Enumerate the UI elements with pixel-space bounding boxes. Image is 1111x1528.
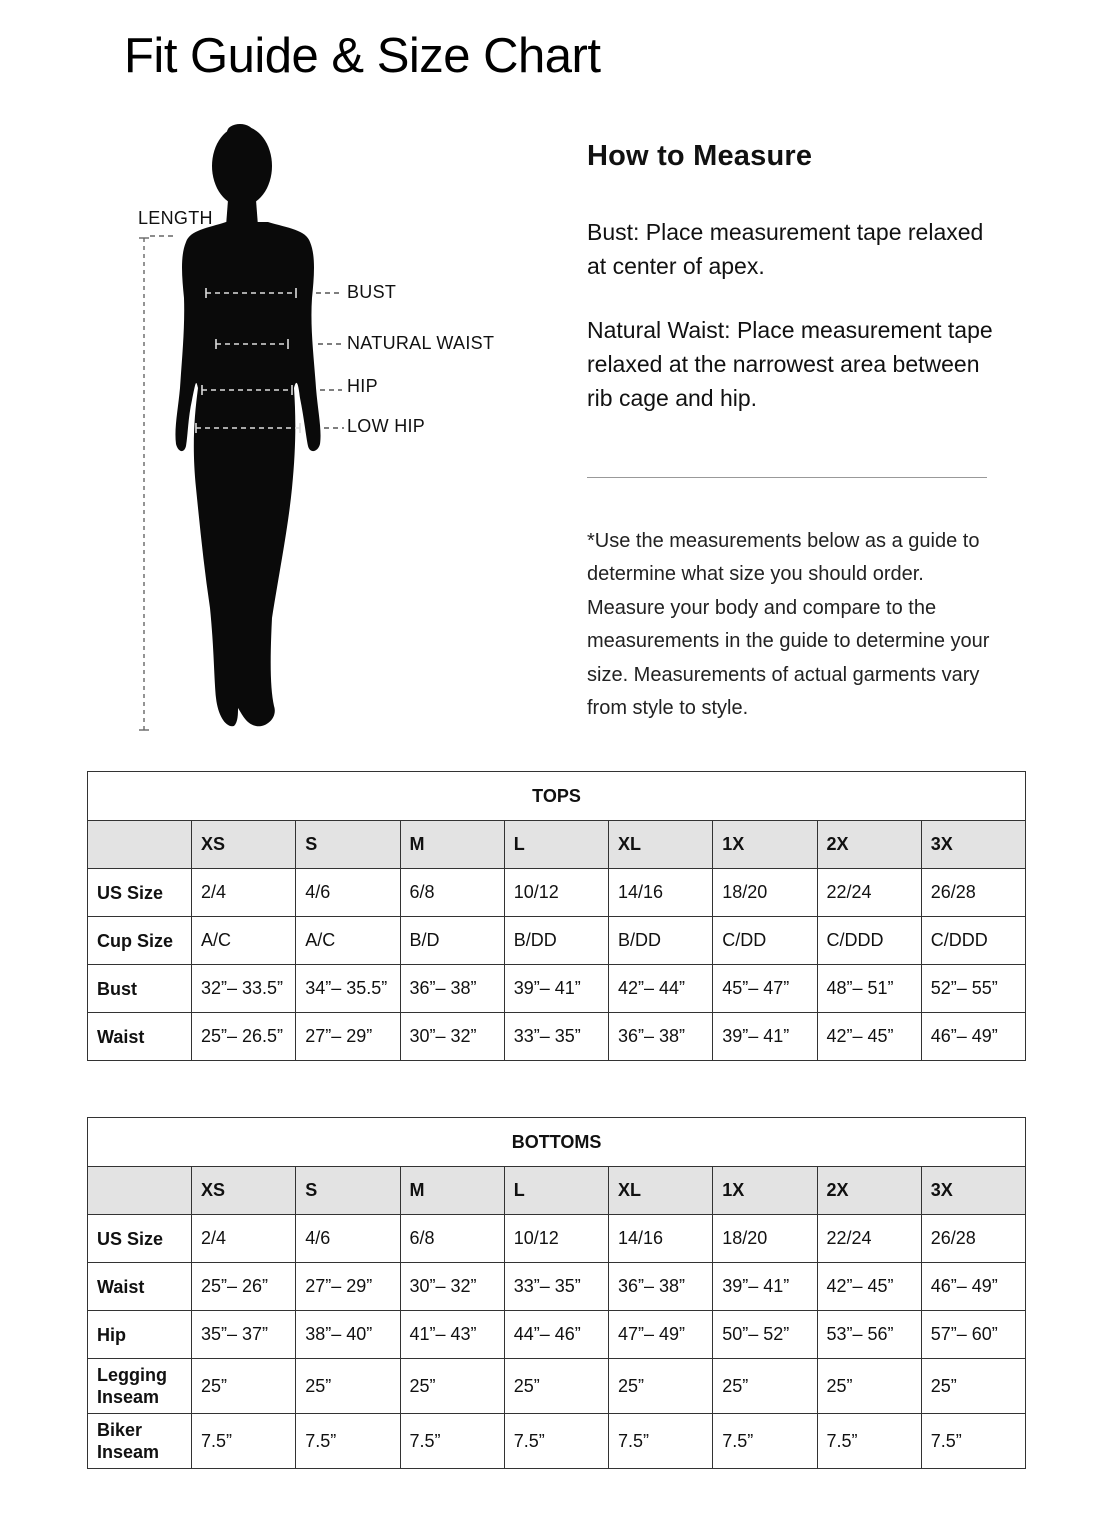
- table-cell: 18/20: [713, 869, 817, 917]
- size-header-cell: 3X: [921, 821, 1025, 869]
- table-cell: 7.5”: [192, 1414, 296, 1469]
- table-cell: 42”– 45”: [817, 1013, 921, 1061]
- table-row: [88, 1263, 1026, 1311]
- table-cell: 7.5”: [504, 1414, 608, 1469]
- table-cell: C/DD: [713, 917, 817, 965]
- table-cell: 45”– 47”: [713, 965, 817, 1013]
- table-cell: 34”– 35.5”: [296, 965, 400, 1013]
- tops-size-header-row: [88, 821, 1026, 869]
- table-cell: 4/6: [296, 869, 400, 917]
- table-cell: 46”– 49”: [921, 1013, 1025, 1061]
- table-row: [88, 965, 1026, 1013]
- table-cell: 25”: [921, 1359, 1025, 1414]
- table-cell: 32”– 33.5”: [192, 965, 296, 1013]
- table-row: [88, 869, 1026, 917]
- row-label: Cup Size: [88, 917, 192, 965]
- length-label: LENGTH: [138, 208, 213, 228]
- size-header-cell: 3X: [921, 1167, 1025, 1215]
- table-cell: 25”: [609, 1359, 713, 1414]
- size-header-cell: L: [504, 821, 608, 869]
- table-row: [88, 917, 1026, 965]
- table-cell: 22/24: [817, 1215, 921, 1263]
- row-label: Hip: [88, 1311, 192, 1359]
- table-cell: 33”– 35”: [504, 1013, 608, 1061]
- size-header-cell: M: [400, 821, 504, 869]
- table-cell: 36”– 38”: [400, 965, 504, 1013]
- table-cell: 39”– 41”: [713, 1013, 817, 1061]
- size-header-cell: 2X: [817, 1167, 921, 1215]
- table-cell: 36”– 38”: [609, 1263, 713, 1311]
- table-cell: 2/4: [192, 869, 296, 917]
- size-header-cell: M: [400, 1167, 504, 1215]
- bottoms-table-caption: BOTTOMS: [88, 1118, 1026, 1167]
- how-to-measure-section: [587, 140, 1007, 445]
- table-row: [88, 1311, 1026, 1359]
- body-measurement-figure: [130, 118, 550, 758]
- table-cell: 33”– 35”: [504, 1263, 608, 1311]
- table-cell: 27”– 29”: [296, 1263, 400, 1311]
- bottoms-size-table: [87, 1117, 1026, 1469]
- table-cell: 14/16: [609, 869, 713, 917]
- table-cell: 25”: [817, 1359, 921, 1414]
- table-cell: 10/12: [504, 869, 608, 917]
- table-row: [88, 1414, 1026, 1469]
- table-cell: 42”– 45”: [817, 1263, 921, 1311]
- table-cell: 18/20: [713, 1215, 817, 1263]
- table-cell: 25”: [296, 1359, 400, 1414]
- table-cell: 25”– 26”: [192, 1263, 296, 1311]
- table-row: [88, 1013, 1026, 1061]
- table-row: [88, 1359, 1026, 1414]
- table-cell: 48”– 51”: [817, 965, 921, 1013]
- row-label: Legging Inseam: [88, 1359, 192, 1414]
- table-cell: 25”: [400, 1359, 504, 1414]
- table-cell: 57”– 60”: [921, 1311, 1025, 1359]
- row-label: Waist: [88, 1013, 192, 1061]
- header-empty-cell: [88, 1167, 192, 1215]
- table-cell: 7.5”: [296, 1414, 400, 1469]
- table-cell: C/DDD: [921, 917, 1025, 965]
- table-cell: 52”– 55”: [921, 965, 1025, 1013]
- table-cell: 7.5”: [817, 1414, 921, 1469]
- table-cell: C/DDD: [817, 917, 921, 965]
- size-header-cell: XL: [609, 821, 713, 869]
- table-row: [88, 1215, 1026, 1263]
- table-cell: 22/24: [817, 869, 921, 917]
- row-label: Biker Inseam: [88, 1414, 192, 1469]
- section-divider: [587, 477, 987, 478]
- row-label: US Size: [88, 1215, 192, 1263]
- table-cell: 25”: [713, 1359, 817, 1414]
- table-cell: A/C: [192, 917, 296, 965]
- size-header-cell: XS: [192, 821, 296, 869]
- bust-label: BUST: [347, 282, 397, 302]
- table-cell: 25”: [504, 1359, 608, 1414]
- row-label: Waist: [88, 1263, 192, 1311]
- low-hip-label: LOW HIP: [347, 416, 426, 436]
- measurement-note: *Use the measurements below as a guide to determine what size you should order. Measure your body and compare to the measurements in the guide to determine your size. Measurements of actual garments vary from style to style.: [587, 530, 990, 720]
- size-header-cell: 1X: [713, 821, 817, 869]
- bottoms-size-header-row: [88, 1167, 1026, 1215]
- table-cell: 30”– 32”: [400, 1013, 504, 1061]
- table-cell: 35”– 37”: [192, 1311, 296, 1359]
- bust-instruction: Bust: Place measurement tape relaxed at center of apex.: [587, 219, 984, 279]
- table-cell: 36”– 38”: [609, 1013, 713, 1061]
- table-cell: 14/16: [609, 1215, 713, 1263]
- table-cell: 4/6: [296, 1215, 400, 1263]
- table-cell: 7.5”: [400, 1414, 504, 1469]
- table-cell: 30”– 32”: [400, 1263, 504, 1311]
- table-cell: 41”– 43”: [400, 1311, 504, 1359]
- tops-size-table: [87, 771, 1026, 1061]
- how-to-measure-heading: How to Measure: [587, 140, 813, 172]
- table-cell: 7.5”: [609, 1414, 713, 1469]
- tops-table-caption: TOPS: [88, 772, 1026, 821]
- table-cell: 25”– 26.5”: [192, 1013, 296, 1061]
- table-cell: 50”– 52”: [713, 1311, 817, 1359]
- table-cell: 2/4: [192, 1215, 296, 1263]
- table-cell: 6/8: [400, 869, 504, 917]
- table-cell: 7.5”: [921, 1414, 1025, 1469]
- header-empty-cell: [88, 821, 192, 869]
- table-cell: 47”– 49”: [609, 1311, 713, 1359]
- size-header-cell: 2X: [817, 821, 921, 869]
- table-cell: B/DD: [609, 917, 713, 965]
- table-cell: 44”– 46”: [504, 1311, 608, 1359]
- natural-waist-label: NATURAL WAIST: [347, 333, 495, 353]
- row-label: Bust: [88, 965, 192, 1013]
- table-cell: 10/12: [504, 1215, 608, 1263]
- table-cell: B/DD: [504, 917, 608, 965]
- natural-waist-instruction: Natural Waist: Place measurement tape relaxed at the narrowest area between rib cage and hip.: [587, 317, 993, 411]
- table-cell: B/D: [400, 917, 504, 965]
- table-cell: 7.5”: [713, 1414, 817, 1469]
- size-header-cell: XS: [192, 1167, 296, 1215]
- size-header-cell: S: [296, 821, 400, 869]
- table-cell: 42”– 44”: [609, 965, 713, 1013]
- table-cell: A/C: [296, 917, 400, 965]
- hip-label: HIP: [347, 376, 378, 396]
- row-label: US Size: [88, 869, 192, 917]
- page-title: Fit Guide & Size Chart: [124, 29, 601, 83]
- table-cell: 53”– 56”: [817, 1311, 921, 1359]
- size-header-cell: 1X: [713, 1167, 817, 1215]
- table-cell: 6/8: [400, 1215, 504, 1263]
- table-cell: 39”– 41”: [504, 965, 608, 1013]
- table-cell: 26/28: [921, 1215, 1025, 1263]
- table-cell: 27”– 29”: [296, 1013, 400, 1061]
- table-cell: 39”– 41”: [713, 1263, 817, 1311]
- table-cell: 25”: [192, 1359, 296, 1414]
- table-cell: 38”– 40”: [296, 1311, 400, 1359]
- size-header-cell: XL: [609, 1167, 713, 1215]
- size-header-cell: L: [504, 1167, 608, 1215]
- table-cell: 46”– 49”: [921, 1263, 1025, 1311]
- table-cell: 26/28: [921, 869, 1025, 917]
- size-header-cell: S: [296, 1167, 400, 1215]
